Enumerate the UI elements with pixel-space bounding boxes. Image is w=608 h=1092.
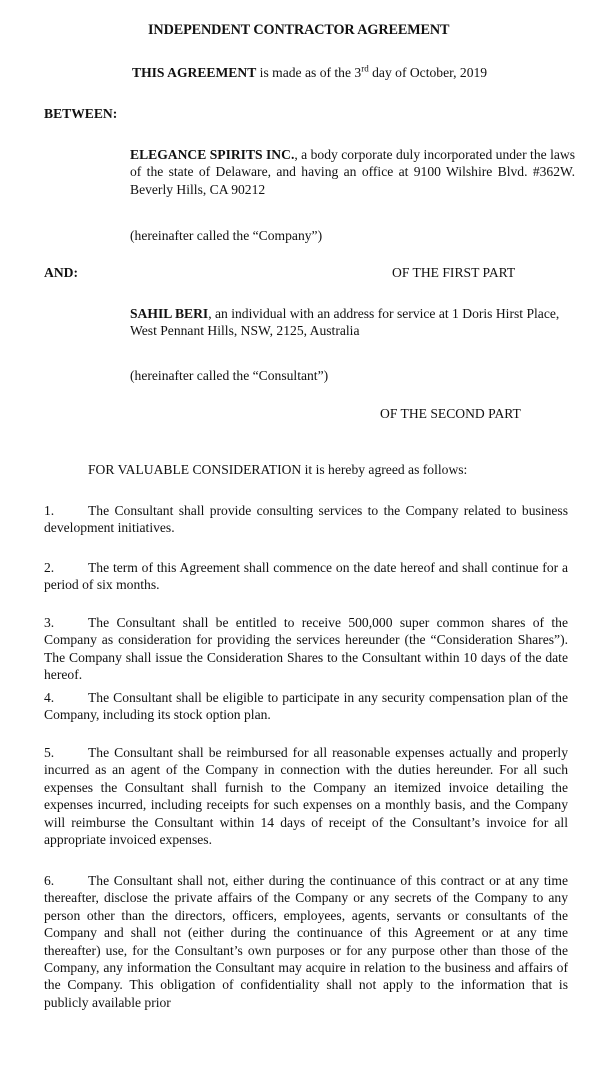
company-paragraph (130, 146, 575, 198)
clause-2 (44, 559, 568, 594)
clause-text: The Consultant shall be eligible to participate in any security compensation plan of the Company, including its stock option plan. (44, 690, 568, 723)
clause-text: The Consultant shall be entitled to receive 500,000 super common shares of the Company as consideration for providing the services hereunder (the “Consideration Shares”). The Company shall issue the Consideration Shares to the Consultant within 10 days of the date hereof. (44, 615, 568, 683)
clause-text: The Consultant shall not, either during the continuance of this contract or at any time thereafter, disclose the private affairs of the Company or any secrets of the Company to any person other than the directors, officers, employees, agents, servants or consultants of the Company and shall not (either during the continuance of this Agreement or at any time thereafter) use, for the Consultant’s own purposes or for any purpose other than those of the Company, any information the Consultant may acquire in relation to the business and affairs of the Company. This obligation of confidentiality shall not apply to the information that is publicly available prior (44, 873, 568, 1010)
intro-bold: THIS AGREEMENT (132, 65, 257, 80)
clause-number: 6. (44, 873, 55, 888)
intro-text-a: is made as of the 3 (256, 65, 362, 80)
document-title: INDEPENDENT CONTRACTOR AGREEMENT (148, 22, 450, 38)
consideration-line: FOR VALUABLE CONSIDERATION it is hereby agreed as follows: (88, 462, 468, 477)
consultant-called: (hereinafter called the “Consultant”) (130, 368, 329, 383)
clause-number: 2. (44, 560, 55, 575)
consultant-name: SAHIL BERI (130, 306, 209, 321)
clause-number: 5. (44, 745, 55, 760)
clause-text: The term of this Agreement shall commence on the date hereof and shall continue for a period of six months. (44, 560, 568, 593)
first-part-label: OF THE FIRST PART (392, 265, 516, 280)
consultant-description: , an individual with an address for service at 1 Doris Hirst Place, West Pennant Hills, NSW, 2125, Australia (130, 306, 560, 339)
clause-text: The Consultant shall be reimbursed for all reasonable expenses actually and properly incurred as an agent of the Company in connection with the duties hereunder. For all such expenses the Consultant shall furnish to the Company an itemized invoice detailing the expenses incurred, including receipts for such expenses on a monthly basis, and the Company will reimburse the Consultant within 14 days of receipt of the Consultant’s invoice for all appropriate invoiced expenses. (44, 745, 568, 848)
clause-4 (44, 689, 568, 724)
clause-1 (44, 502, 568, 537)
clause-3 (44, 614, 568, 684)
intro-text-b: day of October, 2019 (368, 65, 488, 80)
between-label: BETWEEN: (44, 106, 118, 121)
intro-sup: rd (361, 63, 369, 74)
and-label: AND: (44, 265, 78, 280)
clause-5 (44, 744, 568, 848)
clause-number: 3. (44, 615, 55, 630)
intro-line (132, 64, 487, 81)
company-called: (hereinafter called the “Company”) (130, 228, 323, 243)
company-description: , a body corporate duly incorporated under the laws of the state of Delaware, and having an office at 9100 Wilshire Blvd. #362W. Beverly Hills, CA 90212 (130, 147, 575, 197)
consultant-paragraph (130, 305, 575, 340)
clause-number: 1. (44, 503, 55, 518)
clause-text: The Consultant shall provide consulting services to the Company related to business development initiatives. (44, 503, 568, 536)
clause-number: 4. (44, 690, 55, 705)
clause-6 (44, 872, 568, 1011)
company-name: ELEGANCE SPIRITS INC. (130, 147, 295, 162)
second-part-label: OF THE SECOND PART (380, 406, 521, 421)
